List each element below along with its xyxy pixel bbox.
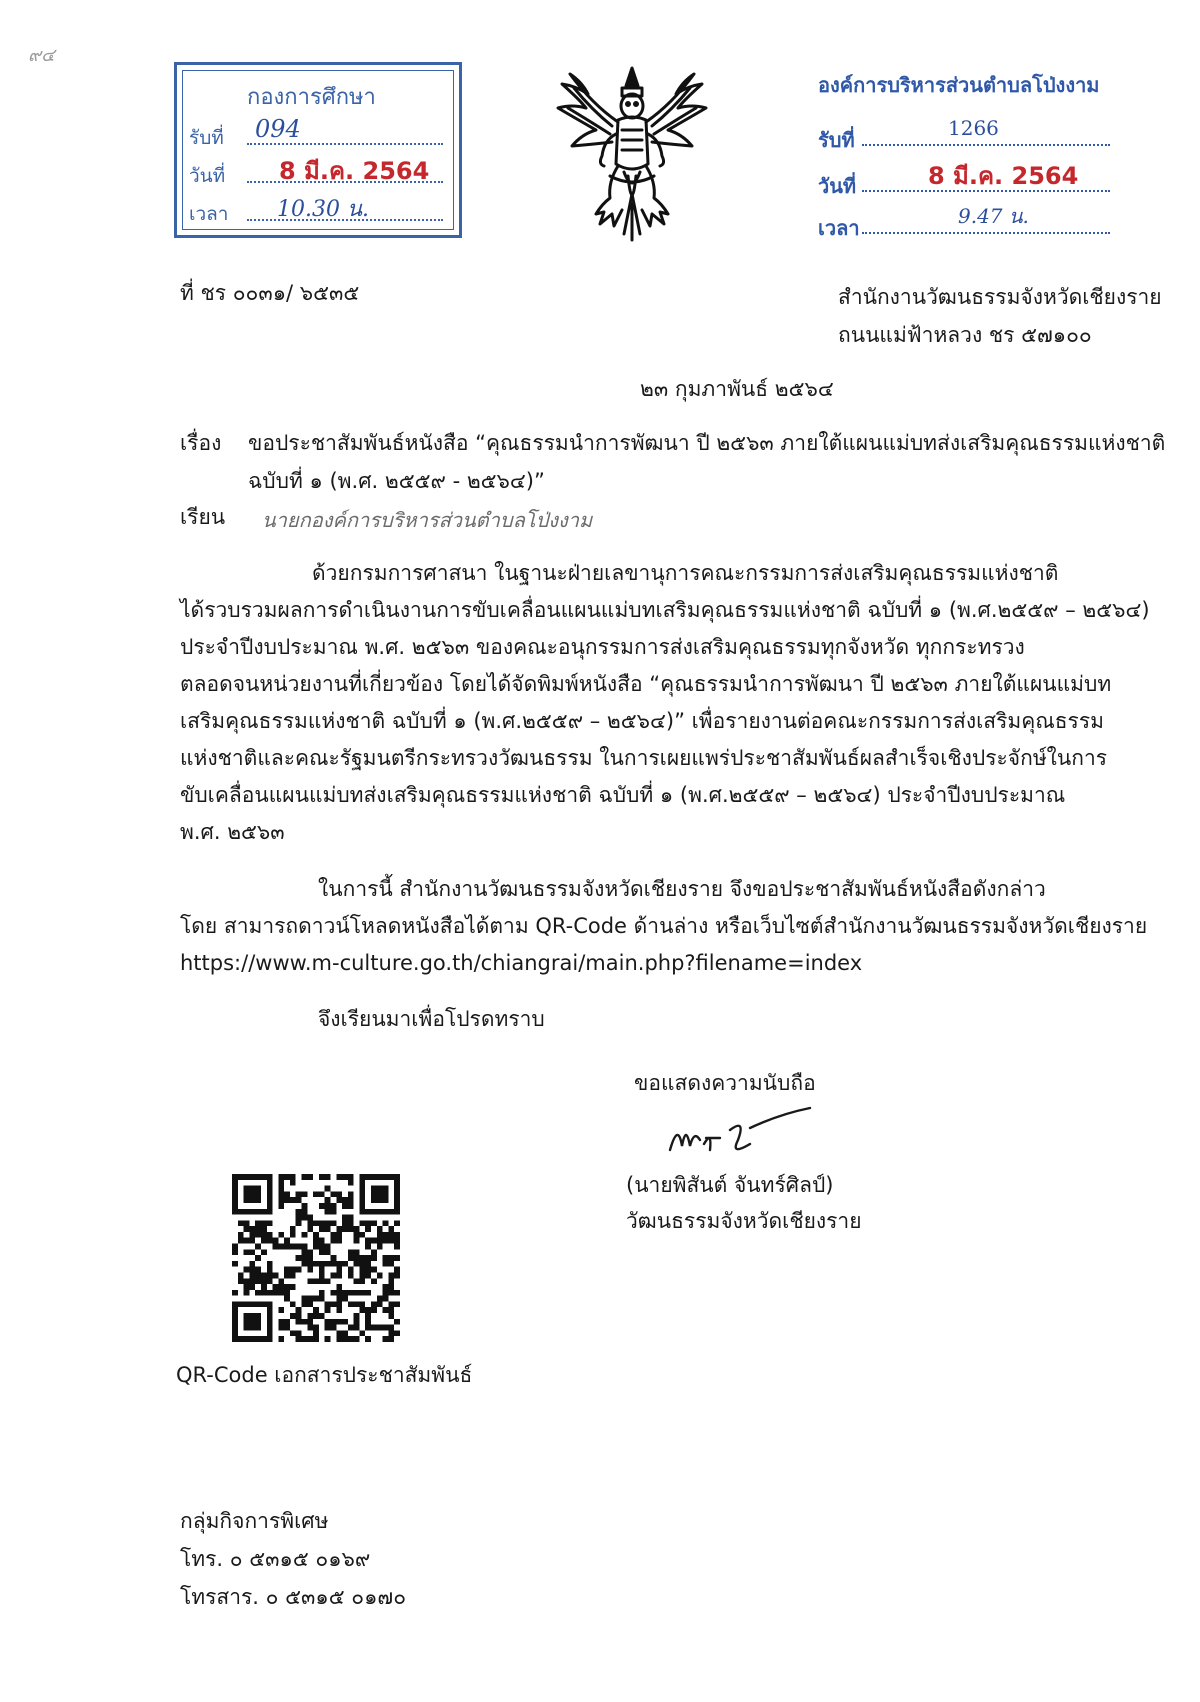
subject-label: เรื่อง <box>180 431 222 455</box>
stamp-right-number: 1266 <box>948 116 999 140</box>
signature-icon <box>660 1100 830 1170</box>
stamp-left-row2-label: วันที่ <box>189 165 226 187</box>
regards: ขอแสดงความนับถือ <box>634 1071 816 1095</box>
body-p1-line: พ.ศ. ๒๕๖๓ <box>180 820 285 844</box>
garuda-emblem-icon <box>552 64 712 244</box>
recipient-handwritten: นายกองค์การบริหารส่วนตำบลโป่งงาม <box>262 508 593 532</box>
qr-code-icon <box>232 1174 400 1342</box>
body-p1-line: ได้รวบรวมผลการดำเนินงานการขับเคลื่อนแผนแม่บทเสริมคุณธรรมแห่งชาติ ฉบับที่ ๑ (พ.ศ.๒๕๕๙ – ๒๕๖๔) <box>180 598 1150 622</box>
document-number: ที่ ชร ๐๐๓๑/ ๖๕๓๕ <box>180 281 360 305</box>
body-p1-line: ขับเคลื่อนแผนแม่บทส่งเสริมคุณธรรมแห่งชาติ ฉบับที่ ๑ (พ.ศ.๒๕๕๙ – ๒๕๖๔) ประจำปีงบประมาณ <box>180 783 1066 807</box>
stamp-left-time: 10.30 น. <box>277 197 370 222</box>
stamp-left-row-time <box>189 199 228 229</box>
sender-line-1: สำนักงานวัฒนธรรมจังหวัดเชียงราย <box>838 285 1162 309</box>
recipient-label: เรียน <box>180 505 226 529</box>
stamp-left-title: กองการศึกษา <box>247 85 376 110</box>
signer-name: (นายพิสันต์ จันทร์ศิลป์) <box>626 1173 834 1197</box>
closing-line: จึงเรียนมาเพื่อโปรดทราบ <box>318 1007 545 1031</box>
body-p2-line: ในการนี้ สำนักงานวัฒนธรรมจังหวัดเชียงราย จึงขอประชาสัมพันธ์หนังสือดังกล่าว <box>318 877 1046 901</box>
stamp-left-row3-label: เวลา <box>189 203 229 225</box>
margin-scribble: ๙๔ <box>28 45 55 66</box>
signer-title: วัฒนธรรมจังหวัดเชียงราย <box>626 1209 862 1233</box>
qr-caption: QR-Code เอกสารประชาสัมพันธ์ <box>176 1363 473 1387</box>
stamp-right-row1-label: รับที่ <box>818 128 855 152</box>
stamp-left-row-date <box>189 161 225 191</box>
stamp-right-date: 8 มี.ค. 2564 <box>928 162 1079 190</box>
stamp-right-title: องค์การบริหารส่วนตำบลโป่งงาม <box>818 73 1100 97</box>
body-p1-line: เสริมคุณธรรมแห่งชาติ ฉบับที่ ๑ (พ.ศ.๒๕๕๙ – ๒๕๖๔)” เพื่อรายงานต่อคณะกรรมการส่งเสริมคุณธรรม <box>180 709 1104 733</box>
body-p1-line: แห่งชาติและคณะรัฐมนตรีกระทรวงวัฒนธรรม ในการเผยแพร่ประชาสัมพันธ์ผลสำเร็จเชิงประจักษ์ในการ <box>180 746 1108 770</box>
contact-fax: โทรสาร. ๐ ๕๓๑๕ ๐๑๗๐ <box>180 1585 407 1609</box>
contact-department: กลุ่มกิจการพิเศษ <box>180 1509 329 1533</box>
stamp-right-row2-label: วันที่ <box>818 174 857 198</box>
stamp-left-row1-label: รับที่ <box>189 127 224 149</box>
website-url: https://www.m-culture.go.th/chiangrai/main.php?filename=index <box>180 951 863 975</box>
body-p1-line: ด้วยกรมการศาสนา ในฐานะฝ่ายเลขานุการคณะกรรมการส่งเสริมคุณธรรมแห่งชาติ <box>312 561 1059 585</box>
body-p1-line: ประจำปีงบประมาณ พ.ศ. ๒๕๖๓ ของคณะอนุกรรมการส่งเสริมคุณธรรมทุกจังหวัด ทุกกระทรวง <box>180 635 1025 659</box>
stamp-left-number: 094 <box>255 115 301 143</box>
subject-line-2: ฉบับที่ ๑ (พ.ศ. ๒๕๕๙ - ๒๕๖๔)” <box>248 469 545 493</box>
document-date: ๒๓ กุมภาพันธ์ ๒๕๖๔ <box>640 377 834 401</box>
sender-line-2: ถนนแม่ฟ้าหลวง ชร ๕๗๑๐๐ <box>838 323 1092 347</box>
subject-line-1: ขอประชาสัมพันธ์หนังสือ “คุณธรรมนำการพัฒนา ปี ๒๕๖๓ ภายใต้แผนแม่บทส่งเสริมคุณธรรมแห่งชาติ <box>248 431 1166 455</box>
receipt-stamp-right <box>818 72 1118 242</box>
body-p2-line: โดย สามารถดาวน์โหลดหนังสือได้ตาม QR-Code ด้านล่าง หรือเว็บไซต์สำนักงานวัฒนธรรมจังหวัดเชียงราย <box>180 914 1148 938</box>
body-p1-line: ตลอดจนหน่วยงานที่เกี่ยวข้อง โดยได้จัดพิมพ์หนังสือ “คุณธรรมนำการพัฒนา ปี ๒๕๖๓ ภายใต้แผนแม่บท <box>180 672 1112 696</box>
stamp-left-row-number <box>189 123 224 153</box>
stamp-right-time: 9.47 น. <box>958 204 1029 228</box>
receipt-stamp-left <box>174 62 462 238</box>
stamp-left-date: 8 มี.ค. 2564 <box>279 157 430 185</box>
contact-tel: โทร. ๐ ๕๓๑๕ ๐๑๖๙ <box>180 1547 371 1571</box>
stamp-right-row3-label: เวลา <box>818 216 860 240</box>
